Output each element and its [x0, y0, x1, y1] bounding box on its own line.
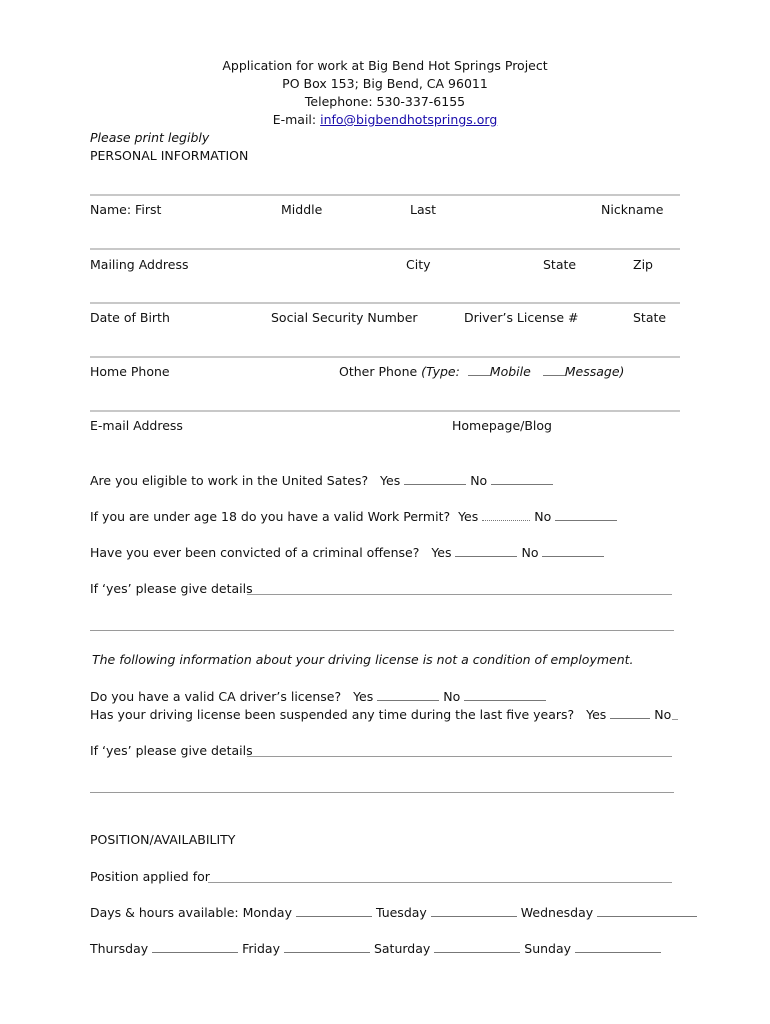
- license-state-label: State: [633, 310, 667, 325]
- last-name-label: Last: [410, 202, 437, 217]
- other-phone-label: Other Phone: [339, 364, 418, 379]
- criminal-details-field-2[interactable]: [90, 630, 674, 631]
- message-blank[interactable]: [543, 364, 565, 376]
- phone-type-label: (Type:: [421, 364, 460, 379]
- thursday-field[interactable]: [152, 941, 238, 953]
- wednesday-field[interactable]: [597, 905, 697, 917]
- nickname-label: Nickname: [601, 202, 664, 217]
- convicted-yes-blank[interactable]: [455, 545, 517, 557]
- no-label: No: [470, 473, 488, 488]
- yes-label: Yes: [431, 545, 452, 560]
- criminal-details-label: If ‘yes’ please give details: [90, 581, 253, 596]
- permit-question: [90, 509, 617, 525]
- city-label: City: [406, 257, 431, 272]
- sunday-label: Sunday: [524, 941, 572, 956]
- position-applied-label: Position applied for: [90, 869, 210, 884]
- criminal-details-field[interactable]: [247, 594, 672, 595]
- no-label: No: [443, 689, 461, 704]
- ssn-label: Social Security Number: [271, 310, 418, 325]
- monday-field[interactable]: [296, 905, 372, 917]
- permit-no-blank[interactable]: [555, 509, 617, 521]
- no-label: No: [521, 545, 539, 560]
- print-instruction: Please print legibly: [90, 130, 210, 145]
- eligible-text: Are you eligible to work in the United Sates?: [90, 473, 369, 488]
- license-details-label: If ‘yes’ please give details: [90, 743, 253, 758]
- telephone: Telephone: 530-337-6155: [304, 94, 466, 109]
- mailing-address-label: Mailing Address: [90, 257, 189, 272]
- yes-label: Yes: [458, 509, 479, 524]
- suspended-yes-blank[interactable]: [610, 707, 650, 719]
- divider: [90, 248, 680, 250]
- license-details-field-2[interactable]: [90, 792, 674, 793]
- permit-text: If you are under age 18 do you have a valid Work Permit?: [90, 509, 451, 524]
- form-title: Application for work at Big Bend Hot Springs Project: [222, 58, 548, 73]
- divider: [90, 410, 680, 412]
- postal-address: PO Box 153; Big Bend, CA 96011: [282, 76, 488, 91]
- dob-label: Date of Birth: [90, 310, 170, 325]
- divider: [90, 194, 680, 196]
- license-details-field[interactable]: [247, 756, 672, 757]
- zip-label: Zip: [633, 257, 653, 272]
- email-link[interactable]: info@bigbendhotsprings.org: [320, 112, 498, 127]
- tuesday-label: Tuesday: [375, 905, 427, 920]
- valid-license-no-blank[interactable]: [464, 689, 546, 701]
- no-label: No: [534, 509, 552, 524]
- valid-license-question: [90, 689, 546, 705]
- suspended-question: [90, 707, 671, 723]
- position-heading: POSITION/AVAILABILITY: [90, 832, 236, 847]
- suspended-no-blank[interactable]: [672, 719, 678, 720]
- permit-yes-blank[interactable]: [482, 509, 530, 521]
- tuesday-field[interactable]: [431, 905, 517, 917]
- eligible-question: [90, 473, 553, 489]
- friday-label: Friday: [242, 941, 280, 956]
- sunday-field[interactable]: [575, 941, 661, 953]
- valid-license-yes-blank[interactable]: [377, 689, 439, 701]
- message-label: Message): [564, 364, 625, 379]
- availability-row-1: [90, 905, 697, 921]
- eligible-yes-blank[interactable]: [404, 473, 466, 485]
- email-label: E-mail:: [272, 112, 321, 127]
- divider: [90, 302, 680, 304]
- convicted-text: Have you ever been convicted of a criminal offense?: [90, 545, 420, 560]
- license-label: Driver’s License #: [464, 310, 579, 325]
- saturday-field[interactable]: [434, 941, 520, 953]
- personal-heading: PERSONAL INFORMATION: [90, 148, 249, 163]
- friday-field[interactable]: [284, 941, 370, 953]
- driving-note: The following information about your driving license is not a condition of employment.: [92, 652, 634, 667]
- mobile-blank[interactable]: [468, 364, 490, 376]
- thursday-label: Thursday: [90, 941, 149, 956]
- yes-label: Yes: [586, 707, 607, 722]
- saturday-label: Saturday: [373, 941, 431, 956]
- home-phone-label: Home Phone: [90, 364, 170, 379]
- availability-row-2: [90, 941, 661, 957]
- divider: [90, 356, 680, 358]
- yes-label: Yes: [380, 473, 401, 488]
- position-applied-field[interactable]: [208, 882, 672, 883]
- yes-label: Yes: [353, 689, 374, 704]
- no-label: No: [654, 707, 672, 722]
- days-hours-label: Days & hours available:: [90, 905, 239, 920]
- convicted-no-blank[interactable]: [542, 545, 604, 557]
- other-phone-line: [339, 364, 624, 380]
- homepage-label: Homepage/Blog: [452, 418, 552, 433]
- suspended-text: Has your driving license been suspended any time during the last five years?: [90, 707, 575, 722]
- email-address-label: E-mail Address: [90, 418, 183, 433]
- middle-name-label: Middle: [281, 202, 323, 217]
- eligible-no-blank[interactable]: [491, 473, 553, 485]
- wednesday-label: Wednesday: [520, 905, 594, 920]
- first-name-label: Name: First: [90, 202, 162, 217]
- monday-label: Monday: [242, 905, 292, 920]
- convicted-question: [90, 545, 604, 561]
- state-label: State: [543, 257, 577, 272]
- mobile-label: Mobile: [489, 364, 531, 379]
- valid-license-text: Do you have a valid CA driver’s license?: [90, 689, 342, 704]
- email-line: [0, 112, 770, 128]
